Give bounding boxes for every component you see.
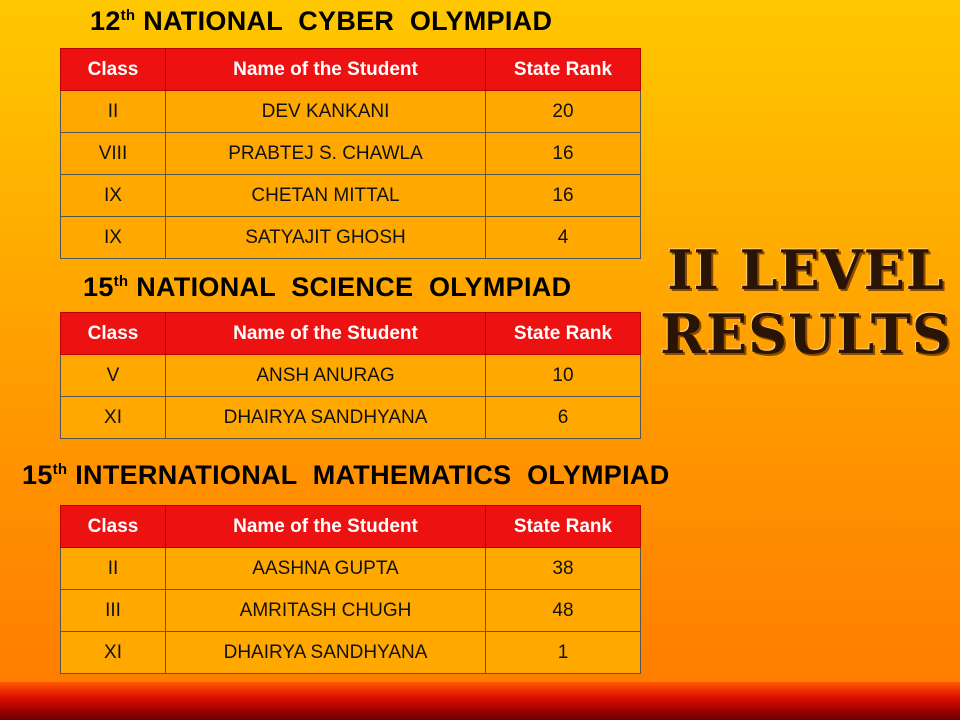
cell-name: DEV KANKANI bbox=[166, 91, 486, 133]
column-header-class: Class bbox=[61, 313, 166, 355]
column-header-rank: State Rank bbox=[486, 49, 641, 91]
cell-class: VIII bbox=[61, 133, 166, 175]
heading-suffix: th bbox=[52, 461, 68, 478]
cell-class: III bbox=[61, 590, 166, 632]
table-row bbox=[61, 355, 641, 397]
cell-class: II bbox=[61, 91, 166, 133]
cell-class: V bbox=[61, 355, 166, 397]
column-header-name: Name of the Student bbox=[166, 506, 486, 548]
table-row bbox=[61, 590, 641, 632]
cell-class: II bbox=[61, 548, 166, 590]
table-row bbox=[61, 397, 641, 439]
column-header-name: Name of the Student bbox=[166, 313, 486, 355]
cell-rank: 16 bbox=[486, 175, 641, 217]
table-row bbox=[61, 548, 641, 590]
cell-rank: 38 bbox=[486, 548, 641, 590]
section-heading-cyber bbox=[90, 6, 552, 37]
heading-name: NATIONAL SCIENCE OLYMPIAD bbox=[136, 272, 572, 302]
heading-suffix: th bbox=[113, 273, 129, 290]
heading-ordinal: 15 bbox=[83, 272, 114, 302]
table-header-row bbox=[61, 506, 641, 548]
cell-name: AASHNA GUPTA bbox=[166, 548, 486, 590]
cell-class: XI bbox=[61, 632, 166, 674]
results-title bbox=[652, 238, 960, 366]
cell-rank: 4 bbox=[486, 217, 641, 259]
heading-suffix: th bbox=[120, 7, 136, 24]
cell-name: SATYAJIT GHOSH bbox=[166, 217, 486, 259]
heading-ordinal: 12 bbox=[90, 6, 121, 36]
section-heading-maths bbox=[22, 460, 670, 491]
cell-rank: 48 bbox=[486, 590, 641, 632]
cell-class: IX bbox=[61, 175, 166, 217]
column-header-class: Class bbox=[61, 506, 166, 548]
cell-name: DHAIRYA SANDHYANA bbox=[166, 632, 486, 674]
cyber-results-table bbox=[60, 48, 641, 259]
cell-name: DHAIRYA SANDHYANA bbox=[166, 397, 486, 439]
results-title-line1: II LEVEL bbox=[667, 238, 945, 302]
column-header-rank: State Rank bbox=[486, 313, 641, 355]
cell-rank: 6 bbox=[486, 397, 641, 439]
table-header-row bbox=[61, 313, 641, 355]
results-title-line2: RESULTS bbox=[660, 302, 952, 366]
table-row bbox=[61, 632, 641, 674]
bottom-decorative-band bbox=[0, 682, 960, 720]
table-row bbox=[61, 91, 641, 133]
table-header-row bbox=[61, 49, 641, 91]
maths-results-table bbox=[60, 505, 641, 674]
cell-name: ANSH ANURAG bbox=[166, 355, 486, 397]
column-header-rank: State Rank bbox=[486, 506, 641, 548]
table-row bbox=[61, 133, 641, 175]
cell-rank: 16 bbox=[486, 133, 641, 175]
cell-class: IX bbox=[61, 217, 166, 259]
cell-name: CHETAN MITTAL bbox=[166, 175, 486, 217]
cell-rank: 1 bbox=[486, 632, 641, 674]
cell-name: PRABTEJ S. CHAWLA bbox=[166, 133, 486, 175]
cell-class: XI bbox=[61, 397, 166, 439]
column-header-name: Name of the Student bbox=[166, 49, 486, 91]
cell-rank: 10 bbox=[486, 355, 641, 397]
science-results-table bbox=[60, 312, 641, 439]
heading-ordinal: 15 bbox=[22, 460, 53, 490]
heading-name: NATIONAL CYBER OLYMPIAD bbox=[143, 6, 553, 36]
section-heading-science bbox=[83, 272, 571, 303]
cell-name: AMRITASH CHUGH bbox=[166, 590, 486, 632]
column-header-class: Class bbox=[61, 49, 166, 91]
heading-name: INTERNATIONAL MATHEMATICS OLYMPIAD bbox=[75, 460, 670, 490]
table-row bbox=[61, 217, 641, 259]
table-row bbox=[61, 175, 641, 217]
cell-rank: 20 bbox=[486, 91, 641, 133]
